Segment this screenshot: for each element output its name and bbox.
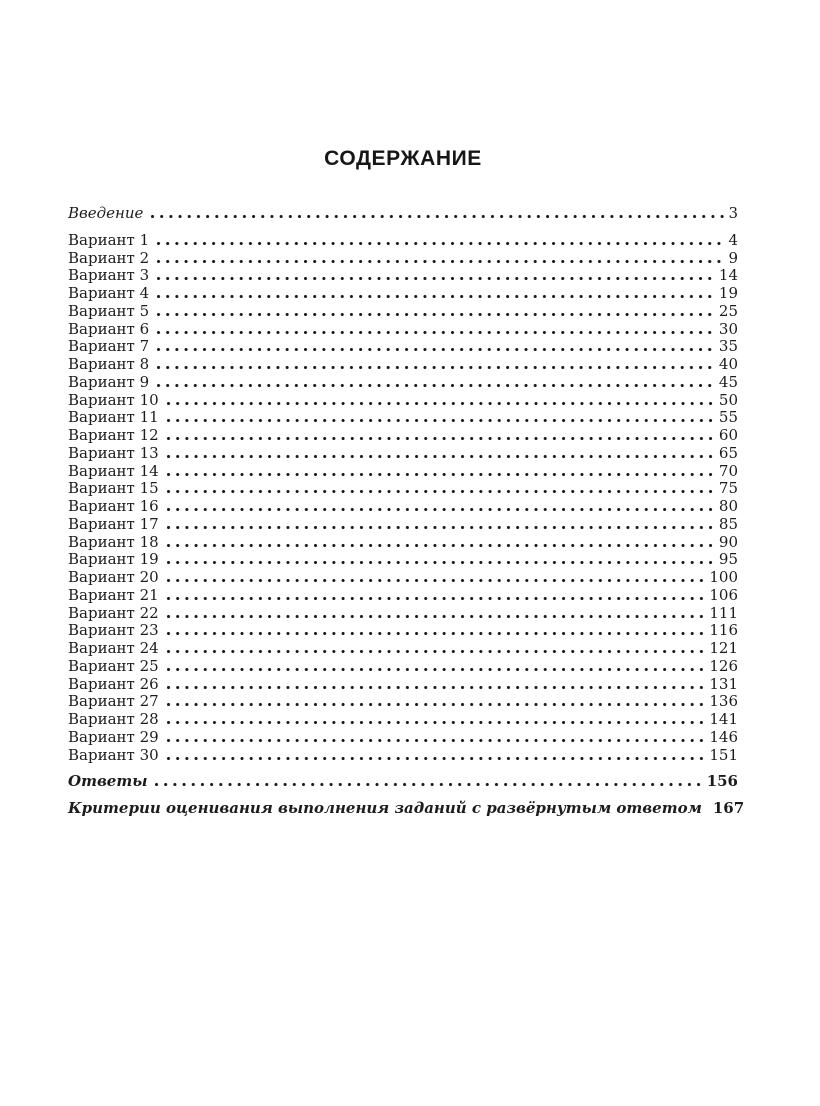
toc-entry — [68, 569, 738, 587]
toc-entry-label: Вариант 30 — [68, 745, 159, 764]
toc-entry-page: 85 — [718, 514, 738, 533]
toc-entry-label: Вариант 3 — [68, 266, 150, 285]
toc-entry — [68, 480, 738, 498]
toc-list — [68, 204, 745, 818]
dot-leader — [167, 721, 707, 724]
toc-entry-label: Критерии оценивания выполнения заданий с развёрнутым ответом — [68, 799, 702, 817]
toc-entry-label: Вариант 11 — [68, 408, 159, 427]
toc-entry — [68, 498, 738, 516]
dot-leader — [167, 632, 707, 635]
toc-entry-label: Вариант 28 — [68, 710, 159, 728]
toc-entry — [68, 693, 738, 711]
toc-entry-page: 131 — [709, 674, 738, 693]
dot-leader — [155, 783, 703, 786]
toc-entry — [68, 658, 738, 676]
toc-entry-label: Ответы — [68, 772, 148, 791]
toc-entry-label: Вариант 6 — [68, 319, 150, 338]
toc-entry-page: 25 — [718, 301, 738, 320]
dot-leader — [167, 544, 716, 547]
toc-page — [68, 147, 745, 818]
dot-leader — [167, 402, 716, 405]
dot-leader — [157, 277, 716, 280]
toc-entry-label: Вариант 16 — [68, 497, 159, 515]
toc-entry-label: Введение — [68, 204, 144, 222]
toc-entry — [68, 640, 738, 658]
toc-entry-label: Вариант 5 — [68, 301, 150, 320]
dot-leader — [157, 384, 716, 387]
toc-entry — [68, 799, 745, 818]
toc-entry-page: 80 — [718, 497, 738, 515]
dot-leader — [167, 579, 707, 582]
toc-entry — [68, 463, 738, 481]
dot-leader — [167, 597, 707, 600]
dot-leader — [167, 437, 716, 440]
toc-entry-label: Вариант 7 — [68, 337, 150, 356]
toc-entry-label: Вариант 8 — [68, 355, 150, 373]
dot-leader — [167, 473, 716, 476]
toc-entry-page: 4 — [728, 230, 738, 249]
toc-entry-page: 156 — [706, 772, 738, 791]
toc-entry-label: Вариант 14 — [68, 461, 159, 480]
toc-entry-page: 50 — [718, 390, 738, 409]
toc-entry — [68, 622, 738, 640]
toc-entry-label: Вариант 29 — [68, 727, 159, 746]
toc-entry-label: Вариант 27 — [68, 692, 159, 711]
toc-entry-label: Вариант 2 — [68, 248, 150, 267]
toc-entry-page: 106 — [709, 585, 738, 604]
dot-leader — [167, 615, 707, 618]
toc-entry-label: Вариант 4 — [68, 284, 150, 302]
toc-entry-label: Вариант 20 — [68, 568, 159, 586]
toc-entry-page: 121 — [709, 639, 738, 657]
toc-entry — [68, 587, 738, 605]
toc-entry — [68, 338, 738, 356]
toc-entry-label: Вариант 22 — [68, 603, 159, 622]
dot-leader — [157, 331, 716, 334]
toc-entry — [68, 427, 738, 445]
dot-leader — [157, 295, 716, 298]
toc-entry-page: 35 — [718, 337, 738, 356]
dot-leader — [167, 739, 707, 742]
page-title: СОДЕРЖАНИЕ — [324, 147, 482, 170]
dot-leader — [151, 215, 725, 218]
toc-entry — [68, 747, 738, 765]
toc-entry — [68, 605, 738, 623]
toc-entry-page: 60 — [718, 426, 738, 444]
toc-entry-page: 30 — [718, 319, 738, 338]
toc-entry — [68, 232, 738, 250]
toc-entry — [68, 676, 738, 694]
toc-entry — [68, 711, 738, 729]
toc-entry-page: 40 — [718, 355, 738, 373]
toc-entry-page: 146 — [709, 727, 738, 746]
toc-entry-label: Вариант 26 — [68, 674, 159, 693]
toc-entry-page: 75 — [718, 479, 738, 498]
toc-entry-page: 19 — [718, 284, 738, 302]
toc-entry-label: Вариант 18 — [68, 532, 159, 551]
toc-entry-page: 111 — [709, 603, 738, 622]
dot-leader — [157, 260, 725, 263]
toc-entry-label: Вариант 1 — [68, 230, 150, 249]
toc-entry — [68, 205, 738, 223]
toc-entry — [68, 445, 738, 463]
toc-entry-label: Вариант 12 — [68, 426, 159, 444]
toc-entry-page: 70 — [718, 461, 738, 480]
toc-entry-label: Вариант 19 — [68, 550, 159, 569]
toc-entry-page: 14 — [718, 266, 738, 285]
toc-entry-page: 55 — [718, 408, 738, 427]
dot-leader — [167, 508, 716, 511]
dot-leader — [167, 455, 716, 458]
toc-entry — [68, 303, 738, 321]
toc-entry — [68, 267, 738, 285]
dot-leader — [157, 366, 716, 369]
toc-entry-page: 9 — [728, 248, 738, 267]
toc-entry-page: 3 — [728, 204, 738, 222]
toc-entry-page: 65 — [718, 443, 738, 462]
dot-leader — [167, 668, 707, 671]
toc-entry — [68, 374, 738, 392]
toc-entry-label: Вариант 21 — [68, 585, 159, 604]
toc-entry-page: 136 — [709, 692, 738, 711]
toc-entry-page: 95 — [718, 550, 738, 569]
toc-entry-label: Вариант 9 — [68, 372, 150, 391]
dot-leader — [157, 242, 725, 245]
dot-leader — [167, 686, 707, 689]
dot-leader — [167, 419, 716, 422]
dot-leader — [167, 757, 707, 760]
toc-entry-label: Вариант 15 — [68, 479, 159, 498]
dot-leader — [167, 650, 707, 653]
toc-entry-page: 151 — [709, 745, 738, 764]
dot-leader — [167, 561, 716, 564]
toc-entry — [68, 285, 738, 303]
dot-leader — [167, 703, 707, 706]
toc-entry-label: Вариант 23 — [68, 621, 159, 640]
toc-entry-page: 45 — [718, 372, 738, 391]
toc-entry — [68, 321, 738, 339]
toc-entry-label: Вариант 25 — [68, 656, 159, 675]
toc-entry-page: 126 — [709, 656, 738, 675]
toc-entry — [68, 516, 738, 534]
toc-entry — [68, 534, 738, 552]
toc-entry — [68, 729, 738, 747]
toc-entry — [68, 551, 738, 569]
toc-entry — [68, 392, 738, 410]
toc-entry-label: Вариант 17 — [68, 514, 159, 533]
toc-entry-page: 116 — [709, 621, 738, 640]
dot-leader — [167, 490, 716, 493]
toc-entry-page: 100 — [709, 568, 738, 586]
toc-entry-label: Вариант 13 — [68, 443, 159, 462]
toc-entry-page: 90 — [718, 532, 738, 551]
toc-entry — [68, 409, 738, 427]
dot-leader — [157, 348, 716, 351]
dot-leader — [167, 526, 716, 529]
toc-entry — [68, 250, 738, 268]
toc-entry-page: 167 — [712, 799, 745, 817]
toc-entry — [68, 773, 738, 791]
dot-leader — [157, 313, 716, 316]
toc-entry — [68, 356, 738, 374]
toc-entry-page: 141 — [709, 710, 738, 728]
toc-entry-label: Вариант 10 — [68, 390, 159, 409]
toc-entry-label: Вариант 24 — [68, 639, 159, 657]
